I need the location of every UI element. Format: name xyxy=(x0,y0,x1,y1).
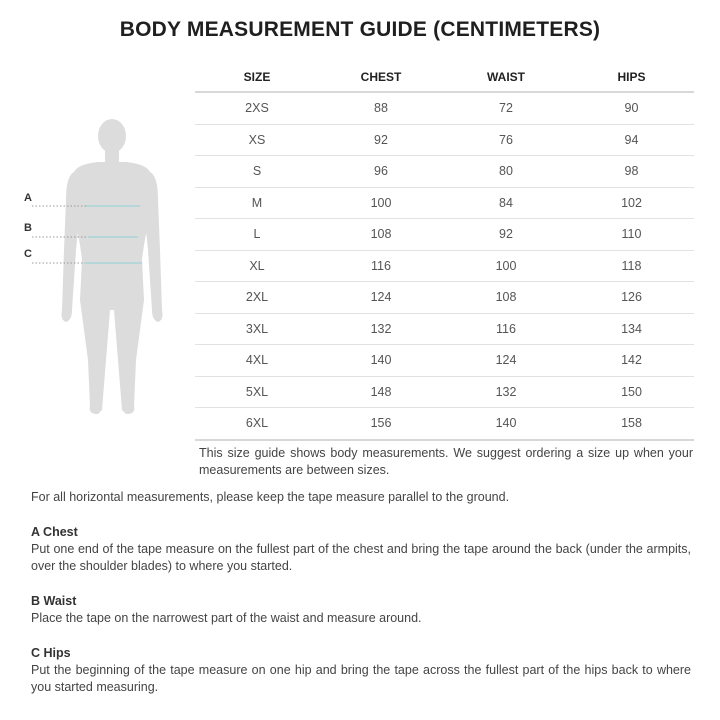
cell-chest: 148 xyxy=(319,376,443,408)
cell-hips: 110 xyxy=(569,219,694,251)
cell-chest: 156 xyxy=(319,408,443,440)
cell-hips: 142 xyxy=(569,345,694,377)
cell-size: 6XL xyxy=(195,408,319,440)
section-hips xyxy=(31,645,691,696)
cell-waist: 80 xyxy=(443,156,569,188)
table-row xyxy=(195,219,694,251)
section-heading: B Waist xyxy=(31,594,77,608)
cell-chest: 124 xyxy=(319,282,443,314)
general-instruction: For all horizontal measurements, please keep the tape measure parallel to the ground. xyxy=(31,490,510,504)
section-heading: C Hips xyxy=(31,646,71,660)
cell-waist: 92 xyxy=(443,219,569,251)
table-row xyxy=(195,156,694,188)
cell-chest: 96 xyxy=(319,156,443,188)
cell-waist: 124 xyxy=(443,345,569,377)
table-row xyxy=(195,408,694,440)
cell-waist: 108 xyxy=(443,282,569,314)
table-row xyxy=(195,376,694,408)
size-table xyxy=(195,62,694,441)
table-header-row xyxy=(195,62,694,92)
cell-size: S xyxy=(195,156,319,188)
label-a: A xyxy=(24,192,32,204)
cell-size: 2XL xyxy=(195,282,319,314)
table-row xyxy=(195,313,694,345)
header-chest: CHEST xyxy=(319,62,443,92)
size-note: This size guide shows body measurements. We suggest ordering a size up when your measurements are between sizes. xyxy=(199,446,693,477)
cell-chest: 100 xyxy=(319,187,443,219)
cell-size: XL xyxy=(195,250,319,282)
table-row xyxy=(195,187,694,219)
cell-hips: 126 xyxy=(569,282,694,314)
body-figure xyxy=(18,110,198,430)
cell-waist: 100 xyxy=(443,250,569,282)
cell-waist: 140 xyxy=(443,408,569,440)
cell-size: 5XL xyxy=(195,376,319,408)
cell-chest: 108 xyxy=(319,219,443,251)
cell-hips: 94 xyxy=(569,124,694,156)
header-size: SIZE xyxy=(195,62,319,92)
cell-hips: 90 xyxy=(569,92,694,124)
cell-chest: 92 xyxy=(319,124,443,156)
section-text: Put one end of the tape measure on the fullest part of the chest and bring the tape around the back (under the armpits, over the shoulder blades) to where you started. xyxy=(31,542,691,573)
section-text: Place the tape on the narrowest part of the waist and measure around. xyxy=(31,611,422,625)
cell-hips: 158 xyxy=(569,408,694,440)
table-row xyxy=(195,124,694,156)
label-c: C xyxy=(24,248,32,260)
cell-size: 2XS xyxy=(195,92,319,124)
section-text: Put the beginning of the tape measure on one hip and bring the tape across the fullest part of the hips back to where you started measuring. xyxy=(31,663,691,694)
cell-waist: 132 xyxy=(443,376,569,408)
table-row xyxy=(195,250,694,282)
cell-chest: 88 xyxy=(319,92,443,124)
cell-hips: 102 xyxy=(569,187,694,219)
cell-size: M xyxy=(195,187,319,219)
label-b: B xyxy=(24,222,32,234)
cell-hips: 150 xyxy=(569,376,694,408)
cell-waist: 116 xyxy=(443,313,569,345)
table-row xyxy=(195,282,694,314)
cell-hips: 134 xyxy=(569,313,694,345)
section-waist xyxy=(31,593,691,627)
cell-chest: 116 xyxy=(319,250,443,282)
table-row xyxy=(195,345,694,377)
cell-size: 3XL xyxy=(195,313,319,345)
cell-chest: 140 xyxy=(319,345,443,377)
cell-size: XS xyxy=(195,124,319,156)
header-hips: HIPS xyxy=(569,62,694,92)
cell-waist: 84 xyxy=(443,187,569,219)
cell-waist: 76 xyxy=(443,124,569,156)
cell-hips: 118 xyxy=(569,250,694,282)
measurement-instructions xyxy=(31,489,691,714)
section-chest xyxy=(31,524,691,575)
section-heading: A Chest xyxy=(31,525,78,539)
cell-size: 4XL xyxy=(195,345,319,377)
body-silhouette-icon xyxy=(18,110,198,430)
cell-chest: 132 xyxy=(319,313,443,345)
table-row xyxy=(195,92,694,124)
cell-hips: 98 xyxy=(569,156,694,188)
cell-size: L xyxy=(195,219,319,251)
page-title: BODY MEASUREMENT GUIDE (CENTIMETERS) xyxy=(119,18,601,41)
cell-waist: 72 xyxy=(443,92,569,124)
header-waist: WAIST xyxy=(443,62,569,92)
